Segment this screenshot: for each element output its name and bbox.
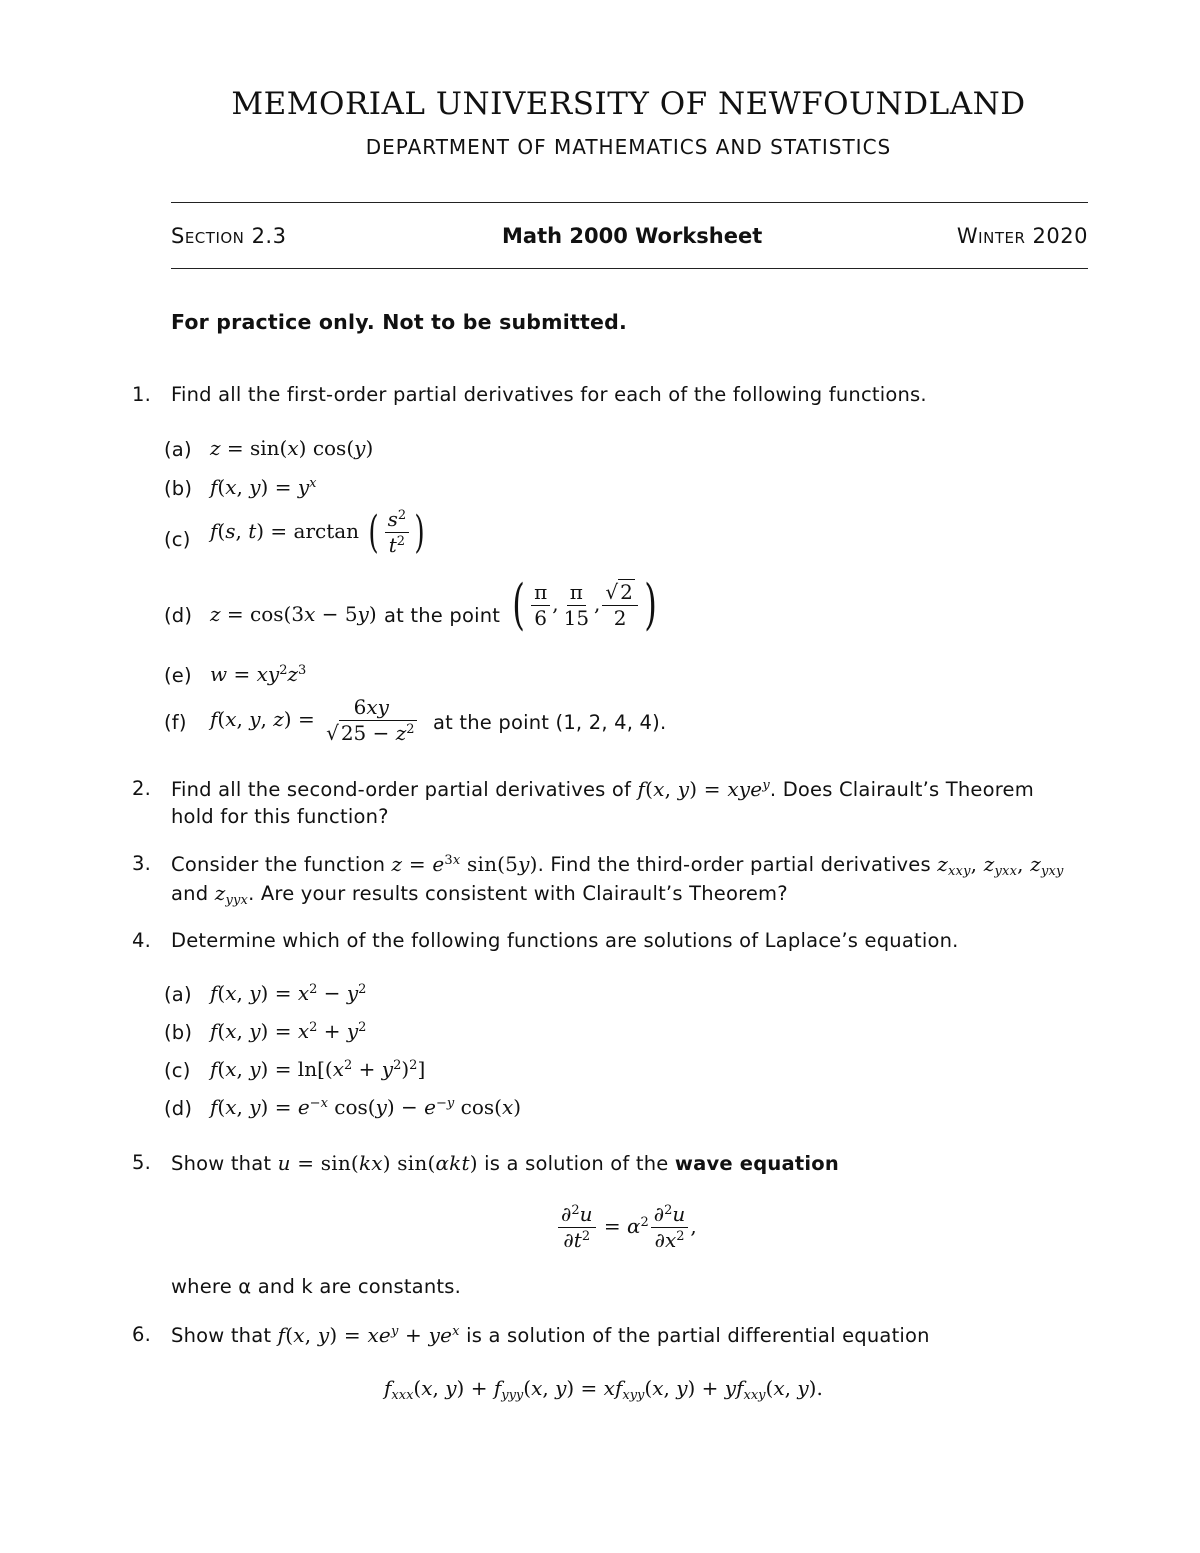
q2-text-b: . Does Clairault’s Theorem	[769, 778, 1034, 801]
q3-deriv-last: $z_{yyx}$	[214, 881, 249, 908]
q5-number: 5.	[132, 1151, 152, 1174]
section-label: Section 2.3	[171, 224, 287, 248]
q6-text-b: is a solution of the partial differential equation	[466, 1324, 930, 1347]
q1d-text: at the point	[384, 604, 501, 627]
q6-number: 6.	[132, 1323, 152, 1346]
q3-number: 3.	[132, 852, 152, 875]
q1b-math: f(x, $y) = y^x$	[210, 475, 317, 499]
term-label: Winter 2020	[956, 224, 1088, 248]
q1d-math: z = cos(3x − 5y)	[210, 602, 377, 626]
university-name: MEMORIAL UNIVERSITY OF NEWFOUNDLAND	[231, 86, 1026, 122]
q5-text-b: is a solution of the	[484, 1152, 669, 1175]
q1c-math: f(s, t) = arctan ( $\frac{s^2}{t^2}$ )	[210, 506, 425, 558]
q2-line2: hold for this function?	[171, 805, 389, 828]
q5-where: where α and k are constants.	[171, 1275, 461, 1298]
q4c-label: (c)	[164, 1059, 191, 1082]
q1f-label: (f)	[164, 711, 187, 734]
q1-number: 1.	[132, 383, 152, 406]
q4a-label: (a)	[164, 983, 192, 1006]
q4b-label: (b)	[164, 1021, 193, 1044]
worksheet-title: Math 2000 Worksheet	[502, 224, 763, 248]
q4-text: Determine which of the following functions are solutions of Laplace’s equation.	[171, 929, 959, 952]
q4c-math: f(x, $y) = \ln[(x^2 + y^2)^2]$	[210, 1057, 426, 1081]
q1a-math: z = sin(x) cos(y)	[210, 436, 374, 460]
q6-math: f(x, $y) = xe^y + ye^x$	[277, 1323, 460, 1347]
q3-derivs: $z_{xxy}$, $z_{yxx}$, $z_{yxy}$	[937, 852, 1064, 879]
pde-equation: $f_{xxx}(x$, $y) + f_{yyy}(x$, $y) = xf_{xyy}(x$, $y) + yf_{xxy}(x$, y).	[384, 1376, 823, 1403]
q6-line1	[171, 1323, 930, 1347]
q1b-label: (b)	[164, 477, 193, 500]
q1f-text: at the point (1, 2, 4, 4).	[433, 711, 667, 734]
q1c-label: (c)	[164, 528, 191, 551]
q3-text-a: Consider the function	[171, 853, 386, 876]
q4b-math: f(x, $y) = x^2 + y^2$	[210, 1019, 367, 1043]
q2-line1	[171, 777, 1034, 801]
q5-bold: wave equation	[674, 1152, 839, 1175]
wave-equation: $\frac{\partial^2u}{\partial t^2}$ = $\alpha^2$ $\frac{\partial^2u}{\partial x^2}$ ,	[556, 1203, 697, 1252]
q2-math: f(x, y) = xye$^y$	[637, 777, 770, 801]
header-rule-top	[171, 202, 1088, 203]
q5-line1	[171, 1151, 839, 1175]
q1f-math: f(x, y, z) = $\frac{6xy}{√ 25 - z^2}$	[210, 695, 415, 745]
q1-text: Find all the first-order partial derivatives for each of the following functions.	[171, 383, 927, 406]
q4d-math: f(x, $y) = e^{-x}$ $\cos(y) - e^{-y}$ cos(x)	[210, 1095, 522, 1119]
q4a-math: f(x, $y) = x^2 - y^2$	[210, 981, 367, 1005]
q2-text-a: Find all the second-order partial derivatives of	[171, 778, 632, 801]
q1d-point: ( $\frac{\pi}{6}$ , $\frac{\pi}{15}$ , $\frac{√ 2}{2}$ )	[512, 573, 657, 636]
q5-text-a: Show that	[171, 1152, 272, 1175]
q3-line2	[171, 881, 788, 908]
q3-text-c: and	[171, 882, 209, 905]
q6-text-a: Show that	[171, 1324, 272, 1347]
q4d-label: (d)	[164, 1097, 193, 1120]
q4-number: 4.	[132, 929, 152, 952]
department-name: DEPARTMENT OF MATHEMATICS AND STATISTICS	[365, 135, 892, 159]
header-rule-bottom	[171, 268, 1088, 269]
q1e-math: $w = xy^2z^3$	[210, 662, 307, 686]
q3-text-d: . Are your results consistent with Clairault’s Theorem?	[248, 882, 788, 905]
practice-note: For practice only. Not to be submitted.	[171, 310, 627, 334]
q2-number: 2.	[132, 777, 152, 800]
q1d-label: (d)	[164, 604, 193, 627]
q3-math: $z = e^{3x}$ sin(5y)	[391, 852, 538, 876]
q1e-label: (e)	[164, 664, 192, 687]
q1a-label: (a)	[164, 438, 192, 461]
q3-line1	[171, 852, 1064, 879]
q3-text-b: . Find the third-order partial derivatives	[537, 853, 931, 876]
q5-math: u = sin(kx) sin(αkt)	[277, 1151, 478, 1175]
